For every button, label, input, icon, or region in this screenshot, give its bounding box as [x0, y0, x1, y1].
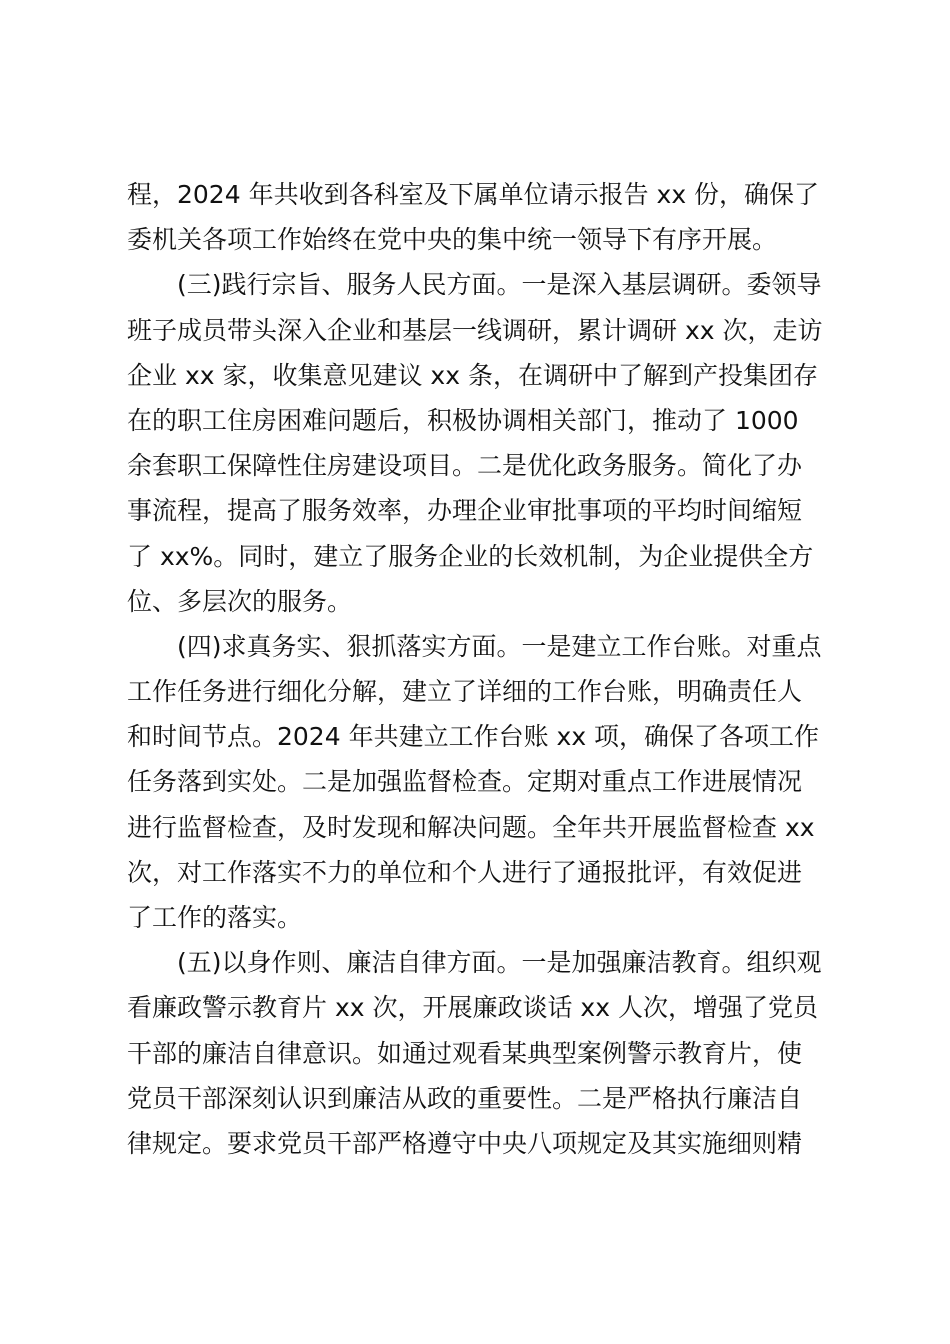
- text-line: 工作任务进行细化分解，建立了详细的工作台账，明确责任人: [127, 677, 803, 707]
- text-line: 委机关各项工作始终在党中央的集中统一领导下有序开展。: [127, 225, 778, 255]
- text-line: 次，对工作落实不力的单位和个人进行了通报批评，有效促进: [127, 857, 803, 887]
- body-text: [127, 172, 827, 1166]
- text-line: 程，2024 年共收到各科室及下属单位请示报告 xx 份，确保了: [127, 180, 820, 209]
- text-line: 党员干部深刻认识到廉洁从政的重要性。二是严格执行廉洁自: [127, 1083, 803, 1113]
- text-line: 进行监督检查，及时发现和解决问题。全年共开展监督检查 xx: [127, 812, 815, 842]
- text-line: 了 xx%。同时，建立了服务企业的长效机制，为企业提供全方: [127, 541, 814, 571]
- text-line: 班子成员带头深入企业和基层一线调研，累计调研 xx 次，走访: [127, 315, 823, 345]
- text-line: 在的职工住房困难问题后，积极协调相关部门，推动了 1000: [127, 405, 799, 435]
- text-line: 干部的廉洁自律意识。如通过观看某典型案例警示教育片，使: [127, 1038, 803, 1068]
- text-line: 事流程，提高了服务效率，办理企业审批事项的平均时间缩短: [127, 496, 803, 526]
- text-line: 和时间节点。2024 年共建立工作台账 xx 项，确保了各项工作: [127, 722, 820, 752]
- text-line: 律规定。要求党员干部严格遵守中央八项规定及其实施细则精: [127, 1128, 803, 1158]
- text-line: 位、多层次的服务。: [127, 586, 353, 616]
- text-line: 看廉政警示教育片 xx 次，开展廉政谈话 xx 人次，增强了党员: [127, 993, 818, 1023]
- text-line: 余套职工保障性住房建设项目。二是优化政务服务。简化了办: [127, 451, 803, 481]
- section-four-start: (四)求真务实、狠抓落实方面。一是建立工作台账。对重点: [177, 631, 822, 661]
- text-line: 任务落到实处。二是加强监督检查。定期对重点工作进展情况: [127, 767, 803, 797]
- text-line: 了工作的落实。: [127, 903, 303, 932]
- text-line: 企业 xx 家，收集意见建议 xx 条，在调研中了解到产投集团存: [127, 360, 818, 390]
- section-three-start: (三)践行宗旨、服务人民方面。一是深入基层调研。委领导: [177, 270, 822, 300]
- section-five-start: (五)以身作则、廉洁自律方面。一是加强廉洁教育。组织观: [177, 948, 822, 978]
